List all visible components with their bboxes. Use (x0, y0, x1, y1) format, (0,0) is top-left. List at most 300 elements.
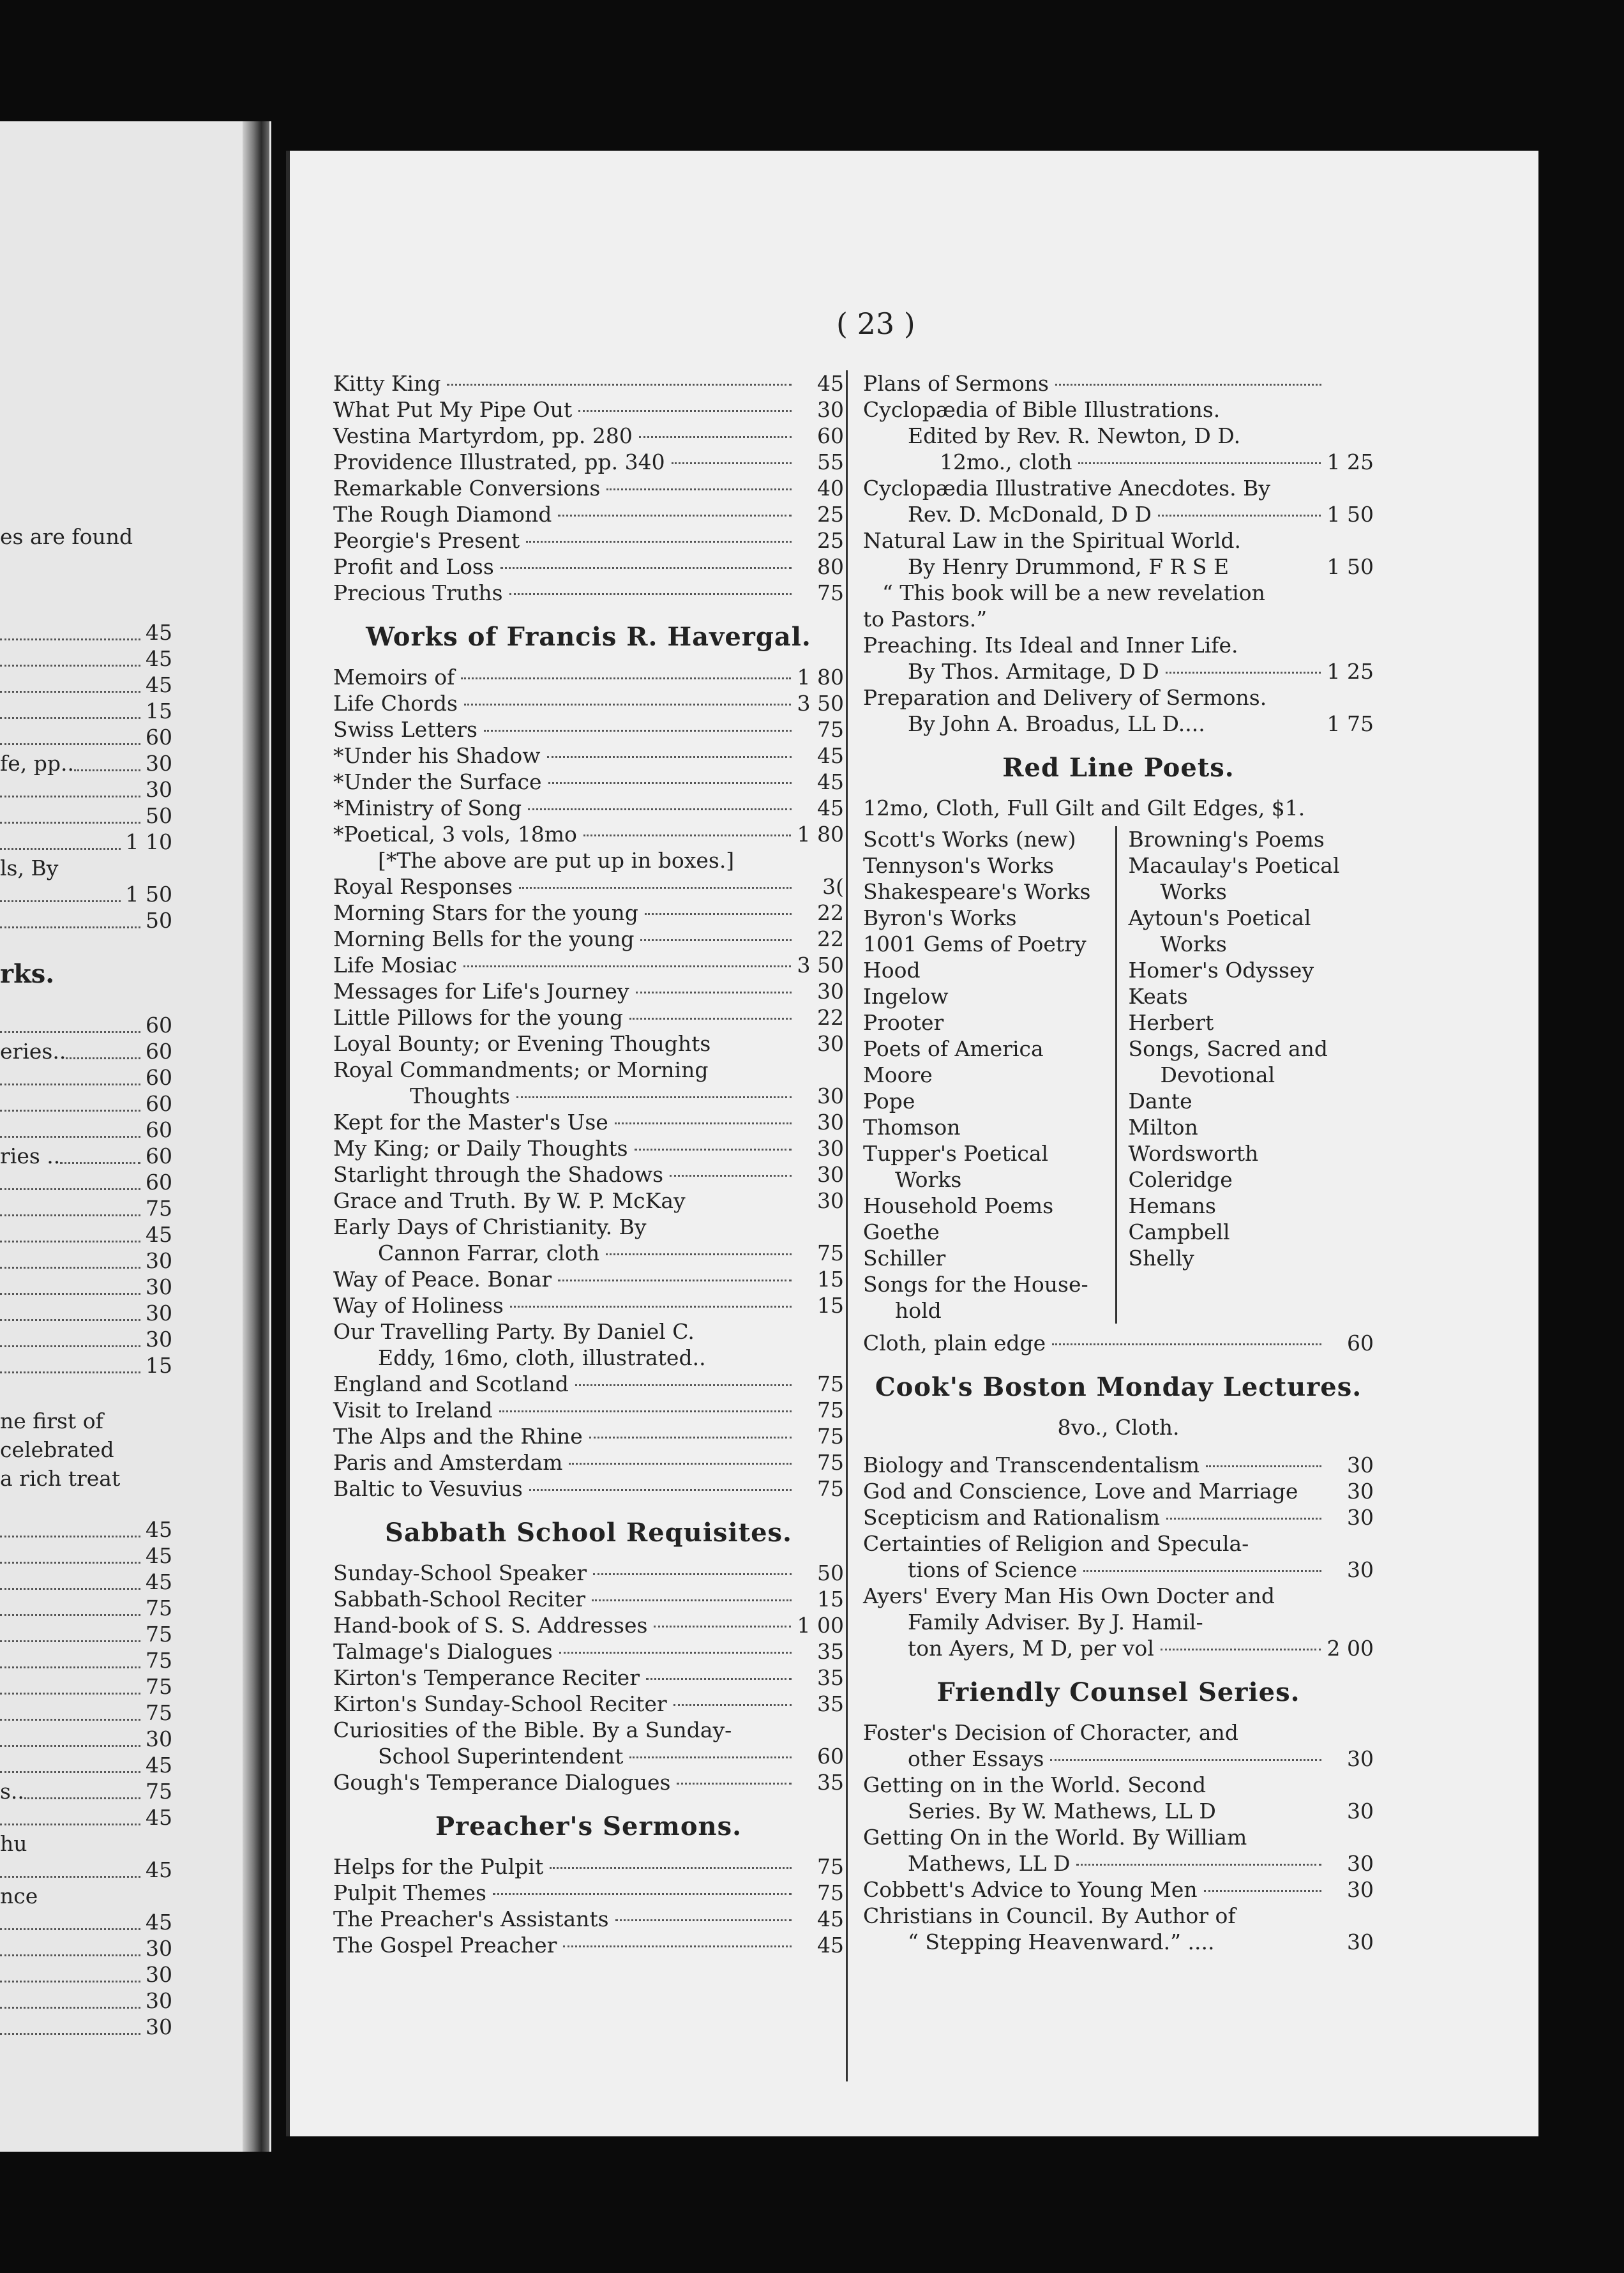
book-title-line: Curiosities of the Bible. By a Sunday- (333, 1718, 732, 1742)
book-price: 30 (1347, 1746, 1374, 1771)
dot-leader (1161, 1649, 1321, 1650)
dot-leader (550, 1867, 792, 1869)
book-entry (863, 1635, 1374, 1661)
left-page-price: 45 (146, 1543, 172, 1568)
left-page-price: 30 (146, 777, 172, 802)
dot-leader (670, 1175, 792, 1177)
book-price: 30 (817, 397, 844, 422)
left-page-list (0, 619, 172, 933)
book-title-line: Certainties of Religion and Specula- (863, 1531, 1249, 1556)
dot-leader (461, 677, 790, 679)
book-row (333, 926, 844, 952)
poet-item: Keats (1128, 984, 1188, 1009)
book-price: 1 50 (1327, 554, 1374, 579)
book-price: 30 (1347, 1453, 1374, 1477)
left-page-text: ne first of (0, 1408, 103, 1433)
left-page-price: 60 (146, 1039, 172, 1064)
poet-item: Songs, Sacred and (1128, 1036, 1328, 1061)
book-row (333, 1880, 844, 1906)
book-row (863, 449, 1374, 475)
poet-item: Prooter (863, 1010, 944, 1035)
dot-leader (0, 1295, 140, 1321)
book-row (333, 821, 844, 847)
book-row (863, 1478, 1374, 1504)
poet-item: Moore (863, 1062, 933, 1087)
dot-leader (464, 704, 791, 706)
dot-leader (519, 887, 792, 889)
dot-leader (673, 1704, 792, 1706)
book-price: 75 (817, 1476, 844, 1501)
poet-item: Works (1160, 879, 1227, 904)
book-title: Visit to Ireland (333, 1398, 493, 1423)
book-title: 12mo., cloth (940, 449, 1072, 474)
book-row (333, 1932, 844, 1958)
poet-item: Household Poems (863, 1193, 1054, 1218)
dot-leader (1050, 1759, 1321, 1761)
left-page-price: 30 (146, 1726, 172, 1751)
book-title: Messages for Life's Journey (333, 979, 629, 1004)
catalog-column-1 (333, 370, 844, 1958)
book-title-line: Family Adviser. By J. Hamil- (908, 1610, 1203, 1635)
book-row (333, 396, 844, 423)
left-page-price: 75 (146, 1596, 172, 1620)
book-list (333, 1560, 844, 1717)
left-page-price: 15 (146, 699, 172, 723)
left-page-price: 45 (146, 1753, 172, 1778)
left-page-price: 45 (146, 672, 172, 697)
dot-leader (499, 1410, 792, 1412)
dot-leader (0, 640, 140, 667)
book-row (333, 1638, 844, 1665)
left-page-price: 45 (146, 1857, 172, 1882)
book-row (863, 1746, 1374, 1772)
dot-leader (569, 1463, 792, 1465)
book-title-line: Eddy, 16mo, cloth, illustrated.. (378, 1345, 706, 1370)
book-price: 75 (817, 717, 844, 742)
book-title: England and Scotland (333, 1371, 569, 1396)
book-row (333, 1586, 844, 1612)
book-price: 30 (817, 1110, 844, 1135)
book-price: 45 (817, 371, 844, 396)
left-page-title: hu (0, 1831, 27, 1856)
book-entry (333, 1769, 844, 1795)
book-price: 1 75 (1327, 711, 1374, 736)
book-price: 2 00 (1327, 1636, 1374, 1661)
dot-leader (0, 1747, 140, 1773)
book-title: Biology and Transcendentalism (863, 1453, 1199, 1477)
book-row (333, 978, 844, 1004)
dot-leader (592, 1599, 792, 1601)
book-title: Kirton's Sunday-School Reciter (333, 1691, 667, 1716)
dot-leader (0, 2009, 140, 2035)
book-price: 55 (817, 449, 844, 474)
book-row (333, 743, 844, 769)
book-row (333, 1449, 844, 1476)
page-number: ( 23 ) (836, 306, 915, 341)
book-title: Providence Illustrated, pp. 340 (333, 449, 665, 474)
section-heading-preacher: Preacher's Sermons. (435, 1811, 742, 1841)
dot-leader (1206, 1465, 1321, 1467)
dot-leader (484, 730, 792, 732)
poet-item: Scott's Works (new) (863, 827, 1076, 852)
section-heading-red-line-poets: Red Line Poets. (1002, 753, 1235, 783)
book-title: ton Ayers, M D, per vol (908, 1636, 1154, 1661)
poet-item: Wordsworth (1128, 1141, 1259, 1166)
dot-leader (0, 1564, 140, 1590)
section-heading-sabbath: Sabbath School Requisites. (385, 1518, 792, 1548)
book-row (333, 1135, 844, 1161)
book-title: Plans of Sermons (863, 371, 1049, 396)
dot-leader (526, 541, 792, 543)
poet-item: Herbert (1128, 1010, 1214, 1035)
section-subheading: 12mo, Cloth, Full Gilt and Gilt Edges, $1. (863, 796, 1305, 820)
left-page-price: 30 (146, 1248, 172, 1273)
book-title: Series. By W. Mathews, LL D (908, 1799, 1216, 1824)
poet-item: Tennyson's Works (863, 853, 1054, 878)
left-page-price: 60 (146, 1065, 172, 1090)
book-entry (863, 1929, 1374, 1955)
book-row (863, 1877, 1374, 1903)
left-page-price: 75 (146, 1674, 172, 1699)
poet-item: Browning's Poems (1128, 827, 1325, 852)
left-page-price: 45 (146, 1910, 172, 1935)
book-row (333, 952, 844, 978)
book-price: 75 (817, 580, 844, 605)
dot-leader (615, 1919, 792, 1921)
left-page-row (0, 1352, 172, 1378)
left-page-price: 75 (146, 1648, 172, 1673)
book-price: 75 (817, 1450, 844, 1475)
left-page-title: ls, By (0, 856, 59, 880)
left-page-title: fe, pp.. (0, 751, 74, 776)
book-row (333, 873, 844, 900)
book-row (863, 1850, 1374, 1877)
book-title: *Ministry of Song (333, 796, 522, 820)
poet-item: Hemans (1128, 1193, 1216, 1218)
left-page-row (0, 907, 172, 933)
book-title: School Superintendent (378, 1744, 624, 1769)
book-title-line: Preaching. Its Ideal and Inner Life. (863, 633, 1238, 658)
book-title-line: Getting On in the World. By William (863, 1825, 1247, 1850)
dot-leader (589, 1437, 792, 1439)
book-row (333, 1423, 844, 1449)
book-row (333, 580, 844, 606)
book-price: 45 (817, 1933, 844, 1958)
book-price: 60 (817, 423, 844, 448)
book-price: 30 (1347, 1877, 1374, 1902)
book-price: 22 (817, 1005, 844, 1030)
dot-leader (558, 1280, 792, 1281)
poet-item: Devotional (1160, 1062, 1275, 1087)
left-page-text: celebrated (0, 1437, 114, 1462)
book-price: 30 (1347, 1929, 1374, 1954)
book-title: Morning Stars for the young (333, 900, 638, 925)
book-list (333, 1266, 844, 1318)
book-title: By Henry Drummond, F R S E (908, 554, 1229, 579)
book-row (863, 711, 1374, 737)
left-page-price: 60 (146, 1091, 172, 1116)
book-title: Morning Bells for the young (333, 926, 635, 951)
book-title-line: Christians in Council. By Author of (863, 1903, 1236, 1928)
book-row (863, 1635, 1374, 1661)
book-row (333, 664, 844, 690)
section-subheading: 8vo., Cloth. (1057, 1415, 1180, 1440)
book-price: 35 (817, 1639, 844, 1664)
left-page-price: 60 (146, 1144, 172, 1168)
book-title: Royal Responses (333, 874, 513, 899)
book-price: 80 (817, 554, 844, 579)
book-row (333, 1854, 844, 1880)
book-price: 75 (817, 1241, 844, 1265)
book-row (333, 1769, 844, 1795)
poet-item: Poets of America (863, 1036, 1044, 1061)
poet-item: Macaulay's Poetical (1128, 853, 1340, 878)
book-row (863, 1330, 1374, 1356)
book-title: Kitty King (333, 371, 441, 396)
book-price: 15 (817, 1293, 844, 1318)
book-price: 60 (1347, 1331, 1374, 1355)
book-row (333, 769, 844, 795)
left-page-price: 30 (146, 1962, 172, 1987)
book-row (333, 690, 844, 716)
dot-leader (0, 1085, 140, 1112)
dot-leader (654, 1626, 790, 1627)
dot-leader (629, 1756, 792, 1758)
book-title: Thoughts (410, 1084, 510, 1108)
book-title: Paris and Amsterdam (333, 1450, 563, 1475)
book-title-line: Edited by Rev. R. Newton, D D. (908, 423, 1241, 448)
left-page-price: 1 10 (125, 829, 172, 854)
book-row (863, 1452, 1374, 1478)
dot-leader (0, 1668, 140, 1695)
dot-leader (558, 515, 792, 517)
dot-leader (0, 1590, 140, 1616)
left-page-price: 45 (146, 1569, 172, 1594)
book-title: Kept for the Master's Use (333, 1110, 608, 1135)
left-page-price: 60 (146, 725, 172, 750)
left-page-row (0, 1857, 172, 1883)
book-row (333, 1240, 844, 1266)
dot-leader (500, 567, 792, 569)
book-price: 35 (817, 1665, 844, 1690)
dot-leader (1078, 462, 1320, 464)
book-price: 45 (817, 796, 844, 820)
book-row (333, 1612, 844, 1638)
book-title: Way of Peace. Bonar (333, 1267, 552, 1292)
book-title: *Under his Shadow (333, 743, 541, 768)
book-price: 75 (817, 1880, 844, 1905)
book-entry (333, 1743, 844, 1769)
dot-leader (66, 1033, 140, 1059)
poet-item: Dante (1128, 1089, 1192, 1114)
book-price: 1 50 (1327, 502, 1374, 527)
book-title: My King; or Daily Thoughts (333, 1136, 628, 1161)
left-page-price: 45 (146, 1805, 172, 1830)
book-title-line: Royal Commandments; or Morning (333, 1057, 709, 1082)
left-page-price: 75 (146, 1700, 172, 1725)
book-price: 25 (817, 528, 844, 553)
book-title: Talmage's Dialogues (333, 1639, 553, 1664)
poet-item: Campbell (1128, 1220, 1230, 1244)
dot-leader (463, 965, 791, 967)
left-page-price: 30 (146, 2014, 172, 2039)
dot-leader (635, 1149, 792, 1151)
dot-leader (0, 824, 121, 850)
book-price: 30 (1347, 1557, 1374, 1582)
section-heading-havergal: Works of Francis R. Havergal. (366, 622, 811, 652)
poet-item: Goethe (863, 1220, 940, 1244)
book-spine (243, 121, 269, 2152)
left-page-price: 45 (146, 1222, 172, 1247)
dot-leader (1052, 1343, 1321, 1345)
book-title: Cobbett's Advice to Young Men (863, 1877, 1198, 1902)
book-price: 1 00 (797, 1613, 844, 1638)
poet-item: Works (1160, 932, 1227, 956)
left-page-price: 75 (146, 1196, 172, 1221)
book-price: 30 (817, 1188, 844, 1213)
book-title: Profit and Loss (333, 554, 494, 579)
dot-leader (1055, 384, 1321, 386)
dot-leader (529, 1489, 792, 1491)
book-title: Sabbath-School Reciter (333, 1587, 585, 1612)
book-note: [*The above are put up in boxes.] (378, 848, 735, 873)
book-title: Baltic to Vesuvius (333, 1476, 523, 1501)
book-price: 3 50 (797, 691, 844, 716)
book-row (333, 554, 844, 580)
book-row (863, 1504, 1374, 1530)
book-price: 45 (817, 1907, 844, 1931)
poet-item: Coleridge (1128, 1167, 1233, 1192)
section-heading-cook: Cook's Boston Monday Lectures. (875, 1372, 1362, 1402)
book-price: 30 (817, 1084, 844, 1108)
dot-leader (447, 384, 792, 386)
dot-leader (0, 1695, 140, 1721)
book-title: By John A. Broadus, LL D.... (908, 711, 1205, 736)
dot-leader (0, 1511, 140, 1537)
dot-leader (672, 462, 792, 464)
left-page-title: eries.. (0, 1039, 66, 1064)
dot-leader (547, 756, 792, 758)
dot-leader (0, 1321, 140, 1347)
book-title: “ Stepping Heavenward.” .... (908, 1929, 1215, 1954)
book-title: Life Chords (333, 691, 458, 716)
poet-item: Milton (1128, 1115, 1198, 1140)
dot-leader (0, 1112, 140, 1138)
book-title: Cannon Farrar, cloth (378, 1241, 600, 1265)
book-title: tions of Science (908, 1557, 1078, 1582)
book-title-line: Cyclopædia of Bible Illustrations. (863, 397, 1221, 422)
book-row (863, 554, 1374, 580)
dot-leader (583, 834, 791, 836)
dot-leader (0, 1904, 140, 1930)
dot-leader (1076, 1864, 1321, 1866)
book-price: 1 80 (797, 665, 844, 690)
book-row (863, 1557, 1374, 1583)
left-page-list (0, 1012, 172, 1378)
dot-leader (0, 797, 140, 824)
poet-item: Tupper's Poetical (863, 1141, 1049, 1166)
book-title: Precious Truths (333, 580, 503, 605)
book-row (333, 795, 844, 821)
poet-item: Shelly (1128, 1246, 1194, 1271)
book-title: Little Pillows for the young (333, 1005, 623, 1030)
book-price: 3 50 (797, 953, 844, 978)
book-row (333, 1109, 844, 1135)
left-page-price: 1 50 (125, 882, 172, 907)
book-title: Loyal Bounty; or Evening Thoughts (333, 1031, 711, 1056)
book-price: 1 25 (1327, 449, 1374, 474)
poets-left-list (863, 826, 1117, 1324)
dot-leader (0, 1721, 140, 1747)
dot-leader (559, 1652, 792, 1654)
book-title: Kirton's Temperance Reciter (333, 1665, 640, 1690)
poet-item: Byron's Works (863, 905, 1017, 930)
book-row (333, 1691, 844, 1717)
book-price: 45 (817, 769, 844, 794)
book-row (333, 1665, 844, 1691)
left-page-title: nce (0, 1884, 38, 1908)
book-title: Peorgie's Present (333, 528, 520, 553)
book-row (333, 423, 844, 449)
book-price: 30 (817, 979, 844, 1004)
book-title: The Preacher's Assistants (333, 1907, 609, 1931)
catalog-column-2 (863, 370, 1374, 1955)
dot-leader (0, 1007, 140, 1033)
book-price: 1 25 (1327, 659, 1374, 684)
left-page-price: 45 (146, 620, 172, 645)
dot-leader (0, 1190, 140, 1216)
left-page-price: 30 (146, 1301, 172, 1325)
book-title: The Rough Diamond (333, 502, 552, 527)
book-title: Vestina Martyrdom, pp. 280 (333, 423, 633, 448)
book-row (333, 1397, 844, 1423)
book-title: By Thos. Armitage, D D (908, 659, 1159, 684)
dot-leader (548, 782, 792, 784)
dot-leader (629, 1018, 792, 1020)
book-title-line: Getting on in the World. Second (863, 1772, 1207, 1797)
book-title-line: “ This book will be a new revelation (882, 580, 1265, 605)
dot-leader (0, 1852, 140, 1878)
left-page-title: ries .. (0, 1144, 61, 1168)
left-page-price: 45 (146, 646, 172, 671)
dot-leader (60, 1138, 140, 1164)
dot-leader (528, 808, 792, 810)
dot-leader (645, 913, 792, 915)
poet-item: Aytoun's Poetical (1128, 905, 1311, 930)
book-entry (863, 1850, 1374, 1877)
poets-right-list (1117, 826, 1374, 1324)
book-title: What Put My Pipe Out (333, 397, 573, 422)
book-price: 30 (1347, 1479, 1374, 1504)
book-row (333, 1266, 844, 1292)
book-price: 15 (817, 1587, 844, 1612)
book-price: 30 (817, 1162, 844, 1187)
book-entry (863, 370, 1374, 396)
book-row (333, 1188, 844, 1214)
book-title-line: Natural Law in the Spiritual World. (863, 528, 1242, 553)
book-row (333, 501, 844, 527)
book-list (333, 1854, 844, 1958)
book-entry (863, 1877, 1374, 1903)
dot-leader (0, 1616, 140, 1642)
poet-item: Shakespeare's Works (863, 879, 1091, 904)
book-entry (863, 711, 1374, 737)
left-page-price: 75 (146, 1779, 172, 1804)
book-list (333, 664, 844, 847)
book-price: 30 (817, 1136, 844, 1161)
book-title: The Alps and the Rhine (333, 1424, 583, 1449)
book-price: 30 (1347, 1505, 1374, 1530)
